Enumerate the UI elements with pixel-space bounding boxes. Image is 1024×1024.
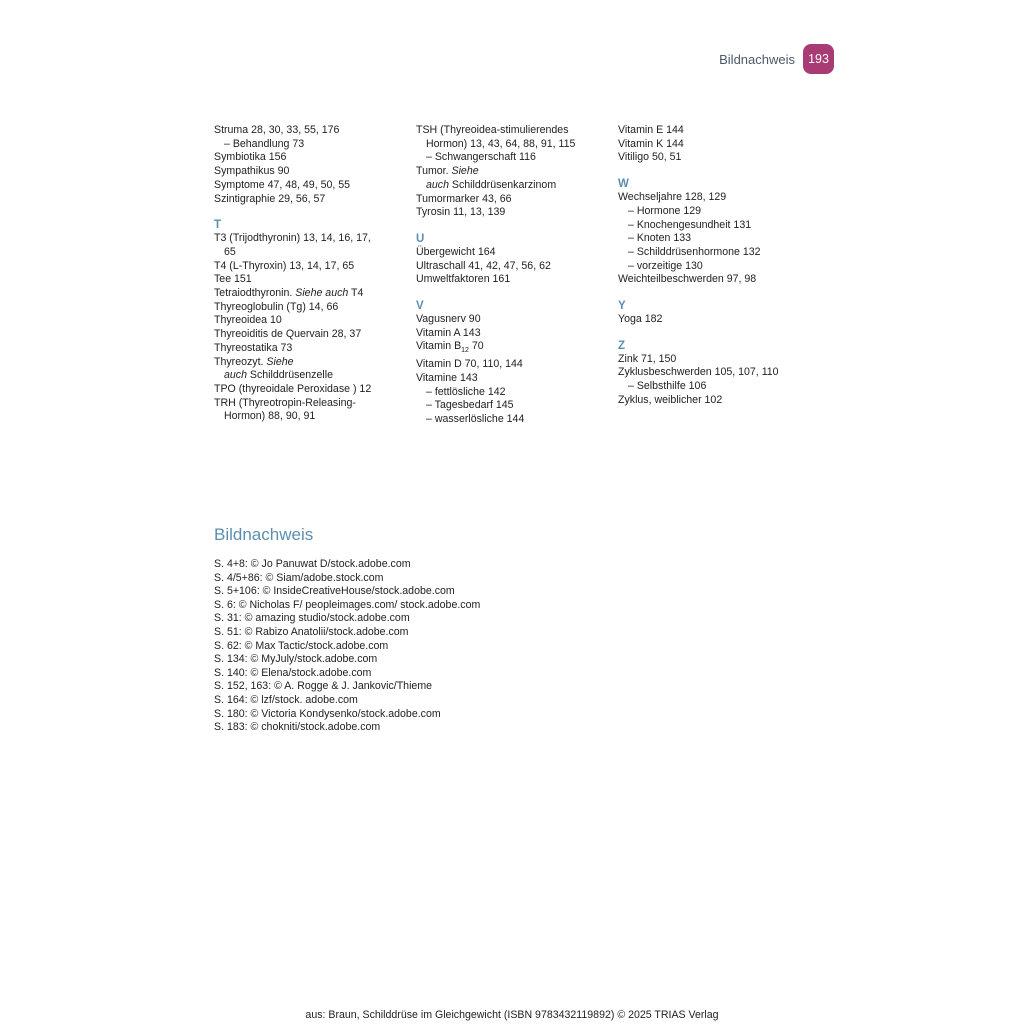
index-letter-block — [618, 299, 813, 327]
credit-line: S. 134: © MyJuly/stock.adobe.com — [214, 653, 378, 666]
credit-line: S. 140: © Elena/stock.adobe.com — [214, 666, 372, 679]
index-entry: 65 — [224, 245, 236, 258]
index-entry: Tyrosin 11, 13, 139 — [416, 206, 506, 219]
index-entry: auch Schilddrüsenzelle — [224, 369, 333, 382]
index-entry: TRH (Thyreotropin-Releasing- — [214, 396, 356, 409]
index-entry: – Behandlung 73 — [224, 137, 305, 150]
index-entry: TSH (Thyreoidea-stimulierendes — [416, 124, 569, 136]
index-letter-heading: U — [416, 232, 425, 245]
credit-line: S. 152, 163: © A. Rogge & J. Jankovic/Thieme — [214, 680, 433, 693]
index-entry: Thyreoglobulin (Tg) 14, 66 — [214, 300, 339, 313]
index-entry: Sympathikus 90 — [214, 165, 290, 178]
index-entry: Vitamine 143 — [416, 371, 478, 384]
index-entry: Vitamin A 143 — [416, 326, 481, 339]
credit-line: S. 62: © Max Tactic/stock.adobe.com — [214, 639, 389, 652]
index-entry: Vitamin E 144 — [618, 124, 684, 136]
index-entry: T4 (L-Thyroxin) 13, 14, 17, 65 — [214, 259, 355, 272]
index-entry: Struma 28, 30, 33, 55, 176 — [214, 124, 340, 136]
credit-line: S. 164: © lzf/stock. adobe.com — [214, 693, 358, 706]
index-entry: T3 (Trijodthyronin) 13, 14, 16, 17, — [214, 232, 371, 245]
credit-line: S. 5+106: © InsideCreativeHouse/stock.adobe.com — [214, 585, 455, 598]
index-entry: Tetraiodthyronin. Siehe auch T4 — [214, 287, 364, 300]
credit-line: S. 4/5+86: © Siam/adobe.stock.com — [214, 571, 384, 584]
index-entry: Tumor. Siehe — [416, 165, 479, 178]
index-letter-block — [618, 177, 813, 287]
index-entry: Vitamin D 70, 110, 144 — [416, 358, 523, 371]
index-entry: Tumormarker 43, 66 — [416, 192, 512, 205]
index-entry: – Selbsthilfe 106 — [628, 380, 707, 393]
index-entry: Thyreozyt. Siehe — [214, 355, 294, 368]
credits-list — [214, 558, 480, 735]
credits-heading: Bildnachweis — [214, 525, 314, 544]
index-entry: – vorzeitige 130 — [628, 259, 703, 272]
index-entry: Übergewicht 164 — [416, 245, 496, 258]
index-letter-heading: Z — [618, 339, 626, 352]
index-entry: Weichteilbeschwerden 97, 98 — [618, 273, 757, 286]
index-letter-block — [416, 232, 611, 287]
index-entry: Symbiotika 156 — [214, 151, 287, 164]
index-entry: Ultraschall 41, 42, 47, 56, 62 — [416, 259, 551, 272]
index-entry: Umweltfaktoren 161 — [416, 273, 511, 286]
credit-line: S. 51: © Rabizo Anatolii/stock.adobe.com — [214, 625, 409, 638]
index-entry: Yoga 182 — [618, 313, 663, 326]
index-entry: Thyreostatika 73 — [214, 341, 293, 354]
footer-citation: aus: Braun, Schilddrüse im Gleichgewicht (ISBN 9783432119892) © 2025 TRIAS Verlag — [305, 1009, 719, 1021]
index-entry: Vitiligo 50, 51 — [618, 151, 682, 164]
credit-line: S. 180: © Victoria Kondysenko/stock.adobe.com — [214, 707, 441, 720]
credit-line: S. 183: © chokniti/stock.adobe.com — [214, 721, 381, 734]
index-entry: auch Schilddrüsenkarzinom — [426, 178, 557, 191]
index-entry: – Tagesbedarf 145 — [426, 399, 514, 412]
index-entry: Zink 71, 150 — [618, 352, 677, 365]
index-entry: – Hormone 129 — [628, 204, 702, 217]
index-entry: Symptome 47, 48, 49, 50, 55 — [214, 178, 351, 191]
index-entry: – wasserlösliche 144 — [426, 413, 525, 426]
index-column-1 — [214, 124, 409, 424]
header-section-title: Bildnachweis — [719, 51, 795, 67]
index-letter-heading: Y — [618, 300, 626, 313]
page-number-badge: 193 — [803, 44, 834, 74]
index-entry: Tee 151 — [214, 273, 252, 286]
index-entry: Wechseljahre 128, 129 — [618, 191, 727, 204]
index-entry: Vitamin $B_{12}$ 70 — [416, 340, 484, 355]
index-letter-heading: T — [214, 219, 222, 232]
index-entry: Zyklusbeschwerden 105, 107, 110 — [618, 366, 779, 379]
index-letter-block — [214, 218, 409, 424]
index-letter-heading: V — [416, 300, 424, 313]
credit-line: S. 6: © Nicholas F/ peopleimages.com/ stock.adobe.com — [214, 598, 481, 611]
page-header — [719, 44, 834, 74]
index-entry: Zyklus, weiblicher 102 — [618, 393, 723, 406]
index-entry: Vitamin K 144 — [618, 137, 684, 150]
index-letter-heading: W — [618, 178, 629, 191]
index-entry: – fettlösliche 142 — [426, 385, 506, 398]
index-letter-block — [416, 124, 611, 220]
index-entry: Vagusnerv 90 — [416, 313, 481, 326]
index-entry: – Knochengesundheit 131 — [628, 218, 752, 231]
index-entry: Hormon) 13, 43, 64, 88, 91, 115 — [426, 137, 576, 150]
index-letter-block — [416, 299, 611, 427]
index-entry: – Knoten 133 — [628, 232, 692, 245]
index-entry: Szintigraphie 29, 56, 57 — [214, 192, 326, 205]
index-letter-block — [214, 124, 409, 206]
index-entry: Hormon) 88, 90, 91 — [224, 410, 316, 423]
credit-line: S. 4+8: © Jo Panuwat D/stock.adobe.com — [214, 558, 411, 570]
index-column-3 — [618, 124, 813, 408]
index-letter-block — [618, 124, 813, 165]
index-entry: Thyreoiditis de Quervain 28, 37 — [214, 328, 362, 341]
index-entry: TPO (thyreoidale Peroxidase ) 12 — [214, 382, 372, 395]
index-column-2 — [416, 124, 611, 427]
credit-line: S. 31: © amazing studio/stock.adobe.com — [214, 612, 410, 625]
index-letter-block — [618, 339, 813, 408]
index-entry: – Schilddrüsenhormone 132 — [628, 245, 761, 258]
index-entry: – Schwangerschaft 116 — [426, 151, 536, 164]
index-entry: Thyreoidea 10 — [214, 314, 282, 327]
